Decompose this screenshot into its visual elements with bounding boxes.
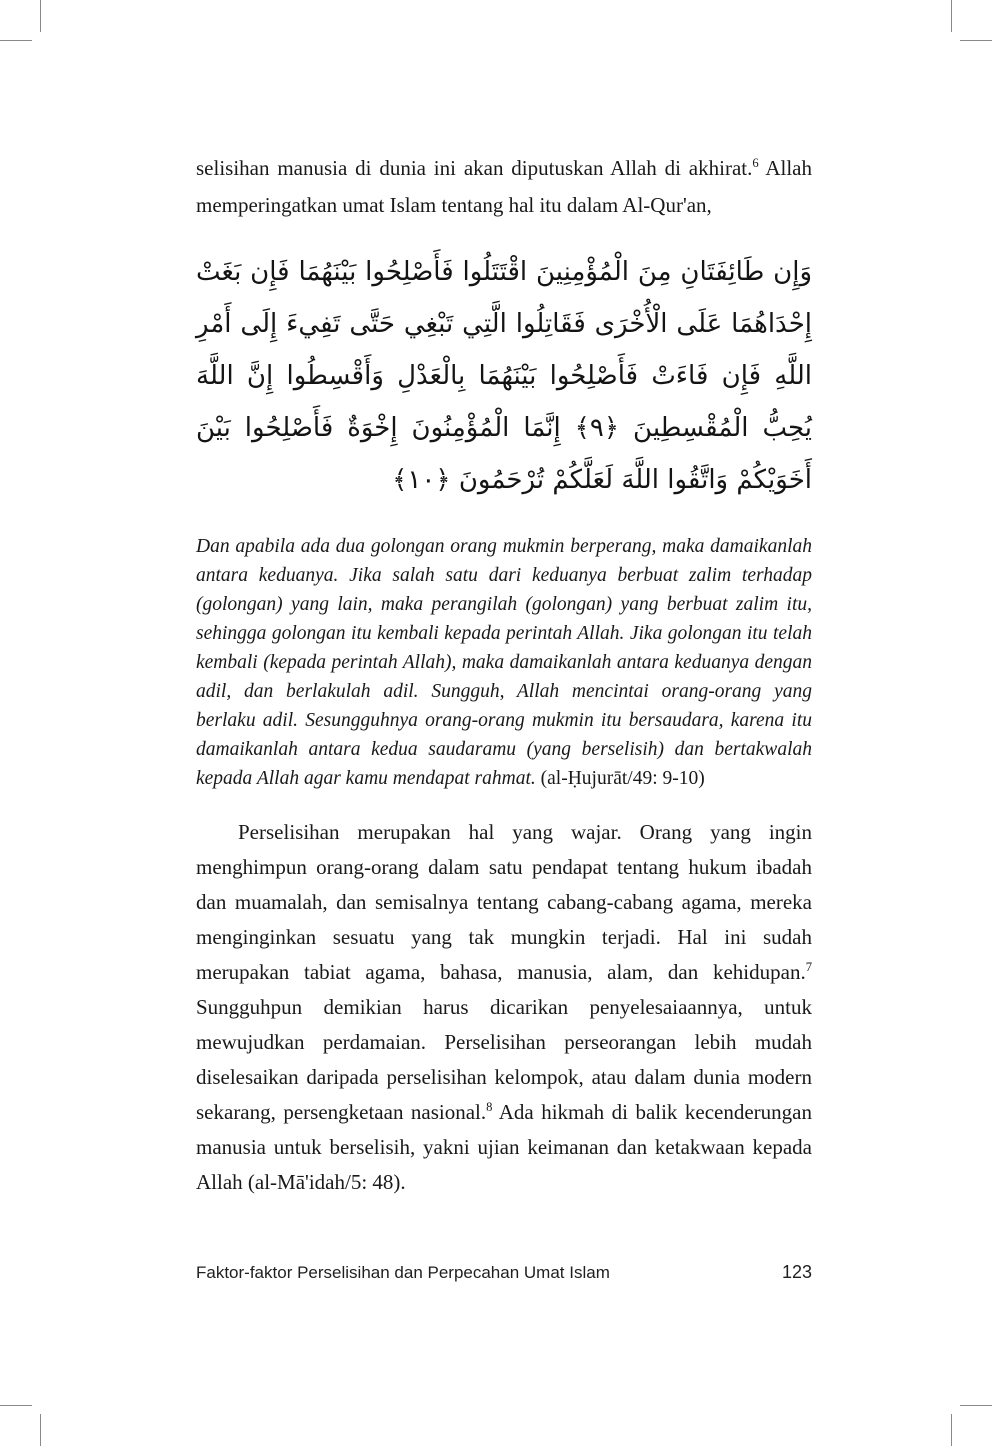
footnote-marker-6: 6 — [752, 156, 759, 170]
footnote-marker-7: 7 — [805, 960, 812, 974]
footnote-marker-8: 8 — [486, 1100, 493, 1114]
page-text-block — [196, 150, 812, 1200]
verse-citation: (al-Ḥujurāt/49: 9-10) — [535, 768, 705, 789]
page-number: 123 — [781, 1262, 812, 1282]
crop-mark-top-left-vertical — [40, 0, 41, 32]
body-text-part2: Sungguhpun demikian harus dicarikan penyelesaiaannya, untuk mewujudkan perdamaian. Perselisihan perseorangan lebih mudah diselesaikan daripada perselisihan kelompok, atau dalam dunia modern sekarang, persengketaan nasional. — [196, 995, 812, 1124]
crop-mark-bottom-left-horizontal — [0, 1405, 32, 1406]
running-footer-title: Faktor-faktor Perselisihan dan Perpecahan Umat Islam — [196, 1263, 610, 1282]
crop-mark-bottom-right-horizontal — [960, 1405, 992, 1406]
crop-mark-bottom-left-vertical — [40, 1414, 41, 1446]
body-paragraph — [196, 815, 812, 1200]
crop-mark-top-right-vertical — [951, 0, 952, 32]
running-footer — [196, 1262, 812, 1283]
translation-text: Dan apabila ada dua golongan orang mukmin berperang, maka damaikanlah antara keduanya. Jika salah satu dari keduanya berbuat zalim terhadap (golongan) yang lain, maka perangilah (golongan) yang berbuat zalim itu, sehingga golongan itu kembali kepada perintah Allah. Jika golongan itu telah kembali (kepada perintah Allah), maka damaikanlah antara keduanya dengan adil, dan berlakulah adil. Sungguh, Allah mencintai orang-orang yang berlaku adil. Sesungguhnya orang-orang mukmin itu bersaudara, karena itu damaikanlah antara kedua saudaramu (yang berselisih) dan bertakwalah kepada Allah agar kamu mendapat rahmat. — [196, 536, 812, 789]
crop-mark-bottom-right-vertical — [951, 1414, 952, 1446]
quran-arabic-verse: وَإِن طَائِفَتَانِ مِنَ الْمُؤْمِنِينَ اقْتَتَلُوا فَأَصْلِحُوا بَيْنَهُمَا فَإِن بَغَتْ إِحْدَاهُمَا عَلَى الْأُخْرَى فَقَاتِلُوا الَّتِي تَبْغِي حَتَّى تَفِيءَ إِلَى أَمْرِ اللَّهِ فَإِن فَاءَتْ فَأَصْلِحُوا بَيْنَهُمَا بِالْعَدْلِ وَأَقْسِطُوا إِنَّ اللَّهَ يُحِبُّ الْمُقْسِطِينَ ﴿٩﴾ إِنَّمَا الْمُؤْمِنُونَ إِخْوَةٌ فَأَصْلِحُوا بَيْنَ أَخَوَيْكُمْ وَاتَّقُوا اللَّهَ لَعَلَّكُمْ تُرْحَمُونَ ﴿١٠﴾ — [196, 257, 812, 495]
intro-text-after-footnote: Allah memperingatkan umat Islam tentang hal itu dalam Al-Qur'an, — [196, 156, 812, 217]
translation-paragraph — [196, 532, 812, 793]
body-text-part3: Ada hikmah di balik kecenderungan manusia untuk berselisih, yakni ujian keimanan dan ketakwaan kepada Allah (al-Mā'idah/5: 48). — [196, 1100, 812, 1194]
intro-text-before-footnote: selisihan manusia di dunia ini akan diputuskan Allah di akhirat. — [196, 156, 753, 180]
body-text-part1: Perselisihan merupakan hal yang wajar. Orang yang ingin menghimpun orang-orang dalam satu pendapat tentang hukum ibadah dan muamalah, dan semisalnya tentang cabang-cabang agama, mereka menginginkan sesuatu yang tak mungkin terjadi. Hal ini sudah merupakan tabiat agama, bahasa, manusia, alam, dan kehidupan. — [196, 820, 812, 984]
crop-mark-top-right-horizontal — [960, 40, 992, 41]
intro-paragraph — [196, 150, 812, 224]
crop-mark-top-left-horizontal — [0, 40, 32, 41]
